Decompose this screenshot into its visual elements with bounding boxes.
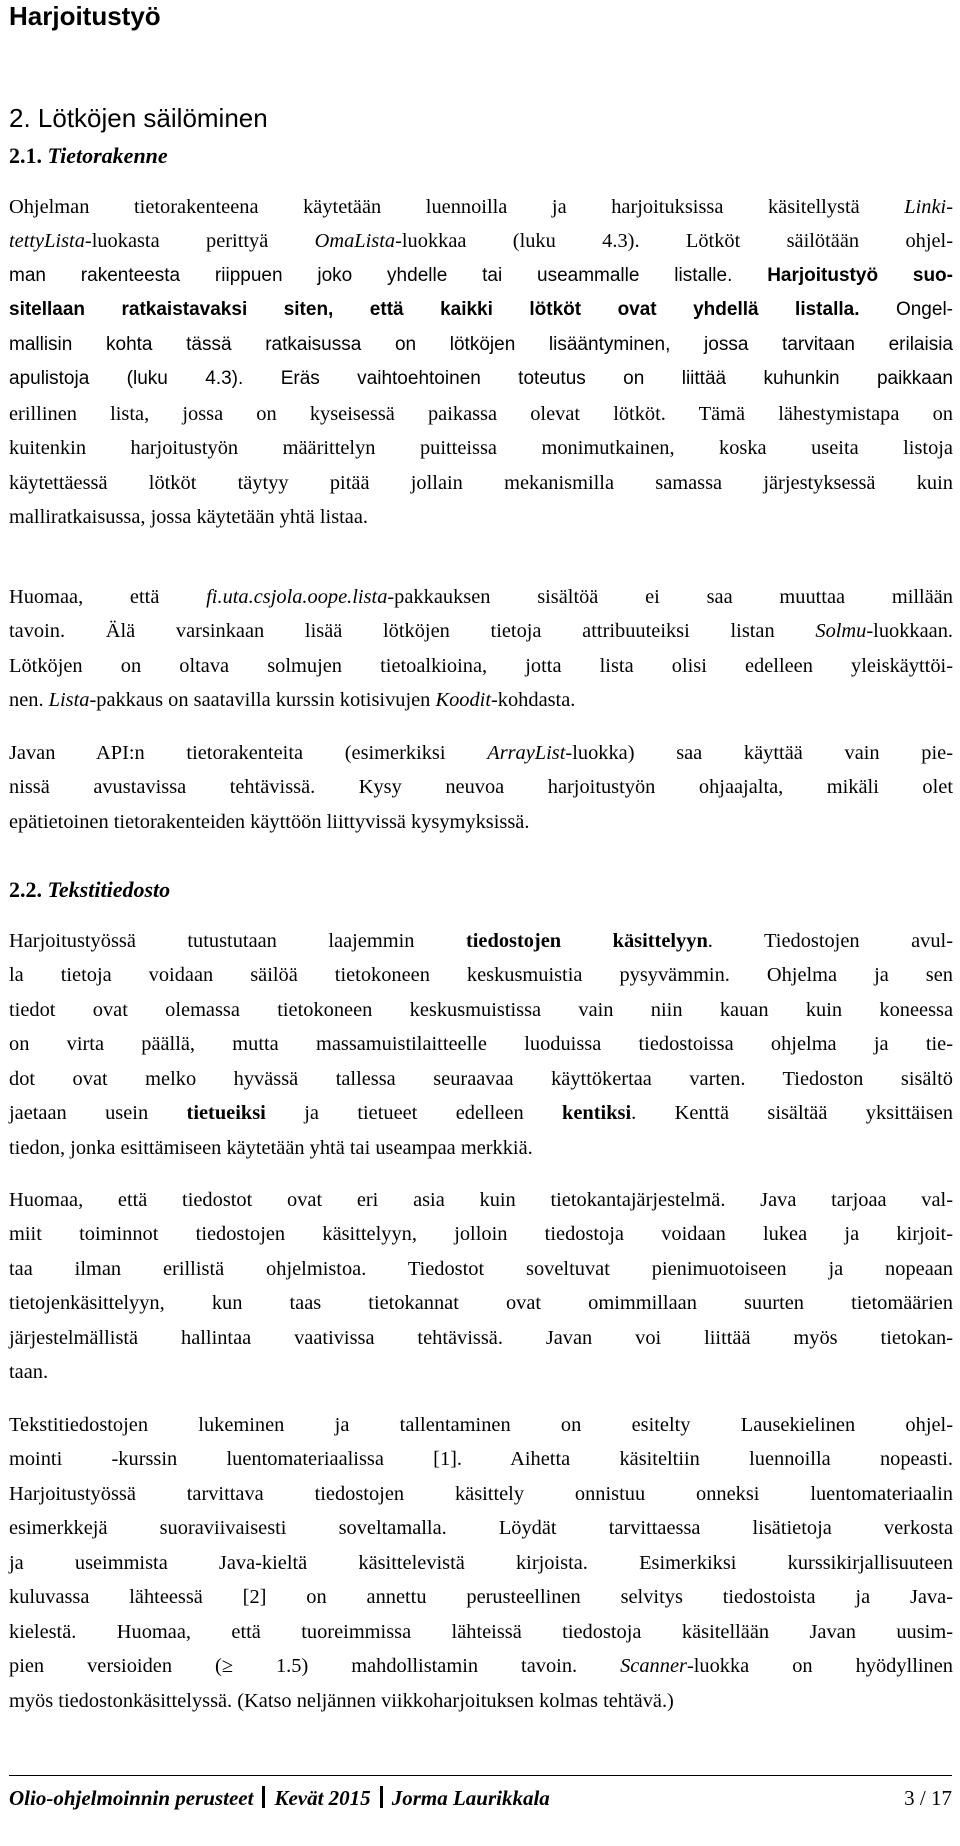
- text-line: pien versioiden (≥ 1.5) mahdollistamin tavoin. Scanner-luokka on hyödyllinen: [9, 1655, 953, 1678]
- text-line: tavoin. Älä varsinkaan lisää lötköjen tietoja attribuuteiksi listan Solmu-luokkaan.: [9, 620, 953, 643]
- text-line: kuitenkin harjoitustyön määrittelyn puitteissa monimutkainen, koska useita listoja: [9, 437, 953, 460]
- paragraph-tietokanta: [9, 1183, 953, 1390]
- footer-author: Jorma Laurikkala: [391, 1786, 550, 1810]
- text-line: epätietoinen tietorakenteiden käyttöön liittyvissä kysymyksissä.: [9, 810, 530, 833]
- paragraph-huomaa-pakkaus: [9, 580, 953, 718]
- paragraph-tiedostojen-kasittely: [9, 924, 953, 1165]
- text-line: sitellaan ratkaistavaksi siten, että kaikki lötköt ovat yhdellä listalla. Ongel-: [9, 299, 953, 321]
- text-line: Ohjelman tietorakenteena käytetään luennoilla ja harjoituksissa käsitellystä Linki-: [9, 196, 953, 218]
- text-line: Lötköjen on oltava solmujen tietoalkioina, jotta lista olisi edelleen yleiskäyttöi-: [9, 654, 953, 677]
- text-line: Tekstitiedostojen lukeminen ja tallentaminen on esitelty Lausekielinen ohjel-: [9, 1414, 953, 1436]
- text-line: Huomaa, että fi.uta.csjola.oope.lista-pakkauksen sisältöä ei saa muuttaa millään: [9, 586, 953, 608]
- footer-divider: [9, 1775, 952, 1776]
- text-line: tettyLista-luokasta perittyä OmaLista-luokkaa (luku 4.3). Lötköt säilötään ohjel-: [9, 230, 954, 253]
- footer-separator: [262, 1786, 265, 1808]
- paragraph-tekstitiedostojen-lukeminen: [9, 1408, 953, 1718]
- paragraph-tietorakenne: [9, 190, 953, 534]
- subsection-heading-tietorakenne: 2.1. Tietorakenne: [9, 143, 168, 168]
- text-line: myös tiedostonkäsittelyssä. (Katso neljännen viikkoharjoituksen kolmas tehtävä.): [9, 1689, 674, 1712]
- page-number: 3 / 17: [904, 1786, 952, 1810]
- text-line: mointi -kurssin luentomateriaalissa [1]. Aihetta käsiteltiin luennoilla nopeasti.: [9, 1448, 953, 1471]
- text-line: kielestä. Huomaa, että tuoreimmissa lähteissä tiedostoja käsitellään Javan uusim-: [9, 1620, 953, 1643]
- footer-course: Olio-ohjelmoinnin perusteet: [9, 1786, 254, 1810]
- footer-separator: [380, 1786, 383, 1808]
- text-line: Harjoitustyössä tutustutaan laajemmin tiedostojen käsittelyyn. Tiedostojen avul-: [9, 930, 954, 952]
- document-title: Harjoitustyö: [9, 1, 161, 31]
- text-line: taan.: [9, 1361, 49, 1384]
- text-line: järjestelmällistä hallintaa vaativissa tehtävissä. Javan voi liittää myös tietokan-: [9, 1326, 953, 1349]
- subsection-heading-tekstitiedosto: 2.2. Tekstitiedosto: [9, 877, 171, 902]
- text-line: nen. Lista-pakkaus on saatavilla kurssin kotisivujen Koodit-kohdasta.: [9, 689, 576, 712]
- text-line: kuluvassa lähteessä [2] on annettu perusteellinen selvitys tiedostoista ja Java-: [9, 1586, 953, 1609]
- text-line: ja useimmista Java-kieltä käsittelevistä kirjoista. Esimerkiksi kurssikirjallisuuteen: [9, 1551, 953, 1574]
- text-line: la tietoja voidaan säilöä tietokoneen keskusmuistia pysyvämmin. Ohjelma ja sen: [9, 964, 953, 987]
- text-line: käytettäessä lötköt täytyy pitää jollain mekanismilla samassa järjestyksessä kuin: [9, 471, 953, 494]
- text-line: esimerkkejä suoraviivaisesti soveltamalla. Löydät tarvittaessa lisätietoja verkosta: [9, 1517, 953, 1540]
- text-line: Javan API:n tietorakenteita (esimerkiksi ArrayList-luokka) saa käyttää vain pie-: [9, 742, 954, 764]
- text-line: apulistoja (luku 4.3). Eräs vaihtoehtoinen toteutus on liittää kuhunkin paikkaan: [9, 368, 953, 390]
- text-line: miit toiminnot tiedostojen käsittelyyn, jolloin tiedostoja voidaan lukea ja kirjoit-: [9, 1223, 953, 1246]
- text-line: tietojenkäsittelyyn, kun taas tietokannat ovat omimmillaan suurten tietomäärien: [9, 1292, 953, 1315]
- text-line: tiedot ovat olemassa tietokoneen keskusmuistissa vain niin kauan kuin koneessa: [9, 998, 953, 1021]
- text-line: on virta päällä, mutta massamuistilaitteelle luoduissa tiedostoissa ohjelma ja tie-: [9, 1033, 953, 1056]
- text-line: jaetaan usein tietueiksi ja tietueet edelleen kentiksi. Kenttä sisältää yksittäisen: [9, 1102, 954, 1125]
- page-footer: [9, 1778, 952, 1818]
- paragraph-java-api: [9, 736, 953, 839]
- footer-term: Kevät 2015: [274, 1786, 371, 1810]
- text-line: taa ilman erillistä ohjelmistoa. Tiedostot soveltuvat pienimuotoiseen ja nopeaan: [9, 1257, 953, 1280]
- text-line: tiedon, jonka esittämiseen käytetään yhtä tai useampaa merkkiä.: [9, 1136, 533, 1159]
- text-line: malliratkaisussa, jossa käytetään yhtä listaa.: [9, 505, 368, 528]
- text-line: dot ovat melko hyvässä tallessa seuraavaa käyttökertaa varten. Tiedoston sisältö: [9, 1067, 953, 1090]
- footer-course-info: [9, 1778, 550, 1818]
- text-line: Huomaa, että tiedostot ovat eri asia kuin tietokantajärjestelmä. Java tarjoaa val-: [9, 1189, 953, 1211]
- text-line: mallisin kohta tässä ratkaisussa on lötköjen lisääntyminen, jossa tarvitaan erilaisia: [9, 333, 953, 355]
- text-line: erillinen lista, jossa on kyseisessä paikassa olevat lötköt. Tämä lähestymistapa on: [9, 402, 953, 425]
- text-line: man rakenteesta riippuen joko yhdelle tai useammalle listalle. Harjoitustyö suo-: [9, 264, 953, 286]
- text-line: nissä avustavissa tehtävissä. Kysy neuvoa harjoitustyön ohjaajalta, mikäli olet: [9, 776, 953, 799]
- text-line: Harjoitustyössä tarvittava tiedostojen käsittely onnistuu onneksi luentomateriaalin: [9, 1482, 953, 1505]
- section-heading: 2. Lötköjen säilöminen: [9, 103, 268, 133]
